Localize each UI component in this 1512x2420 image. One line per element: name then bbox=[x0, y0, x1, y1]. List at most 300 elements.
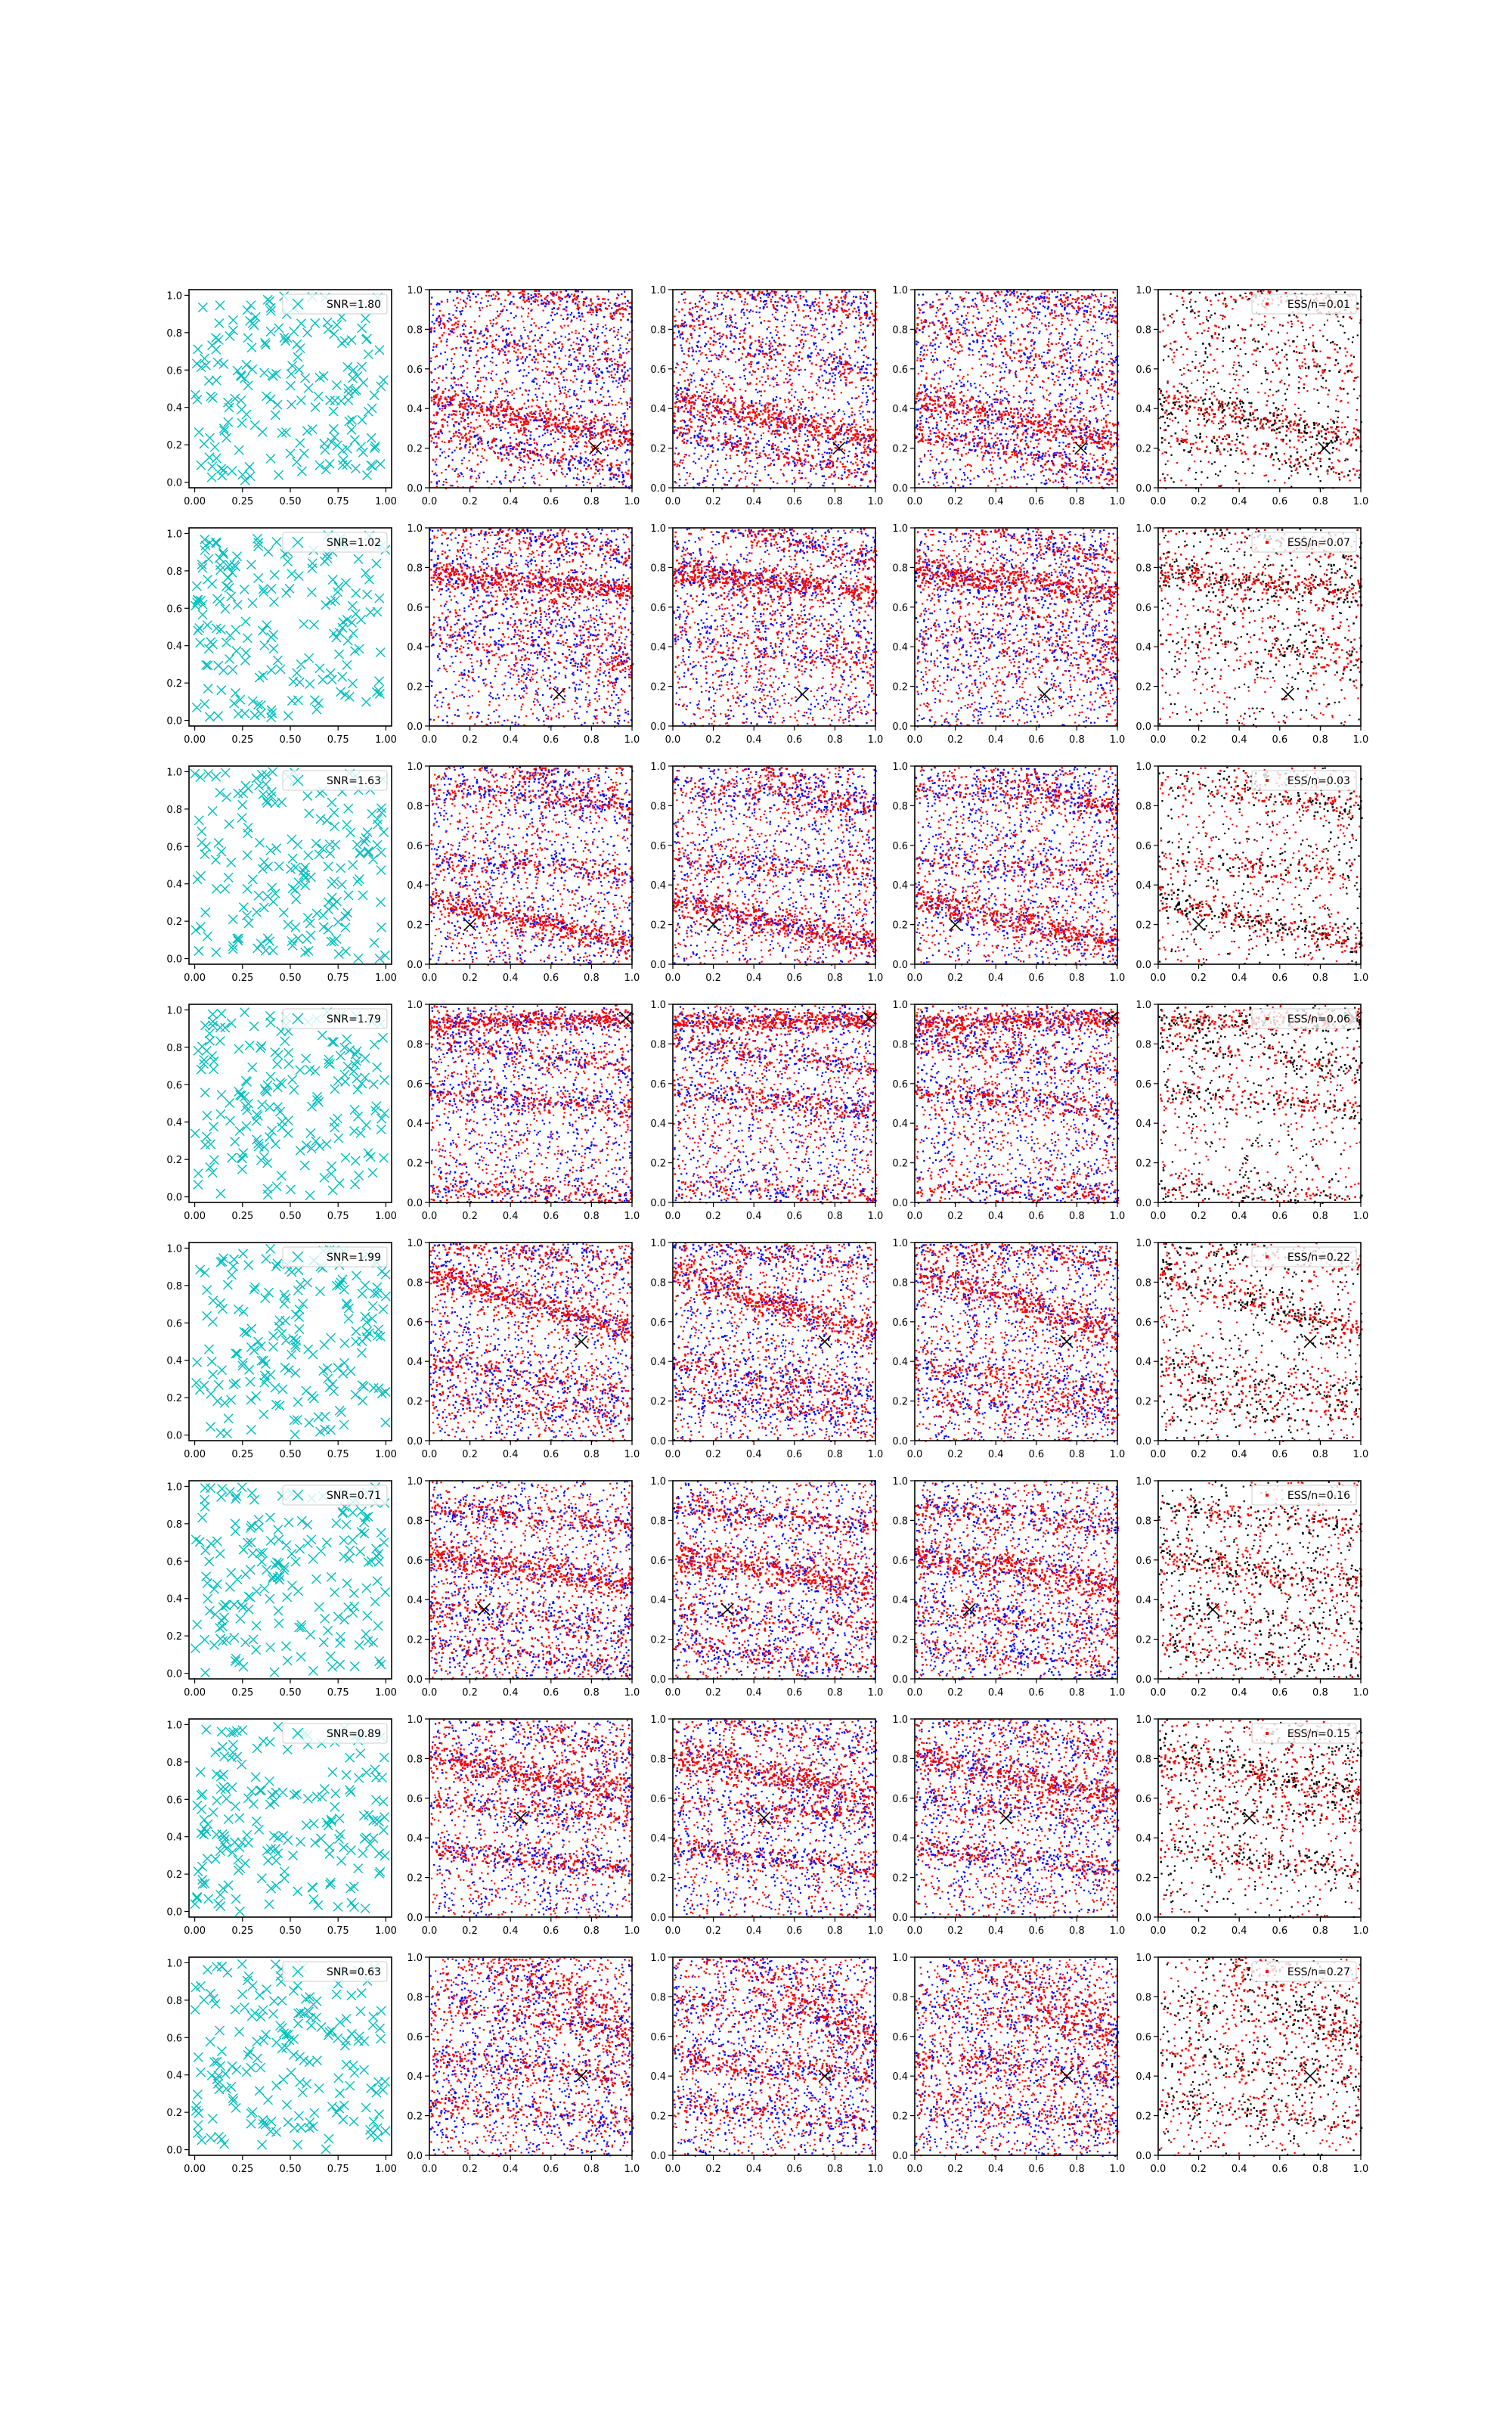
scatter-points bbox=[915, 290, 1119, 489]
x-tick-label: 0.2 bbox=[705, 734, 721, 746]
x-tick-label: 0.50 bbox=[279, 496, 302, 507]
y-tick-label: 0.6 bbox=[407, 1078, 423, 1091]
y-tick-label: 0.8 bbox=[1136, 1516, 1151, 1528]
x-tick-label: 0.8 bbox=[1069, 973, 1085, 984]
x-tick-label: 1.0 bbox=[624, 1925, 640, 1937]
legend-ess bbox=[1252, 771, 1356, 790]
x-tick-label: 0.6 bbox=[543, 2164, 559, 2175]
scatter-points bbox=[191, 531, 389, 722]
y-tick-label: 0.6 bbox=[650, 840, 666, 852]
x-tick-label: 0.2 bbox=[705, 2164, 721, 2175]
y-tick-label: 0.2 bbox=[1136, 1872, 1151, 1885]
x-tick-label: 0.2 bbox=[462, 1687, 478, 1699]
y-tick-label: 0.0 bbox=[650, 960, 666, 971]
x-tick-label: 0.50 bbox=[279, 1211, 302, 1222]
scatter-points bbox=[673, 528, 877, 727]
y-tick-label: 1.0 bbox=[892, 523, 908, 535]
y-tick-label: 0.0 bbox=[166, 1192, 182, 1204]
scatter-series-red bbox=[915, 1005, 1119, 1205]
scatter-points bbox=[429, 1957, 634, 2157]
scatter-points bbox=[673, 290, 877, 489]
y-tick-label: 1.0 bbox=[407, 1238, 423, 1249]
legend-snr bbox=[283, 1962, 387, 1981]
x-tick-label: 1.0 bbox=[624, 1211, 640, 1222]
y-tick-label: 1.0 bbox=[1136, 523, 1151, 535]
x-tick-label: 0.0 bbox=[665, 1211, 681, 1222]
x-tick-label: 0.4 bbox=[1231, 496, 1247, 507]
x-tick-label: 0.4 bbox=[502, 1449, 519, 1460]
panel-r1-c4 bbox=[892, 285, 1125, 507]
x-tick-label: 0.0 bbox=[1150, 1925, 1167, 1937]
panel-r3-c2 bbox=[407, 762, 640, 984]
target-marker bbox=[575, 1336, 587, 1348]
y-tick-label: 0.2 bbox=[407, 443, 423, 455]
y-tick-label: 0.4 bbox=[650, 404, 666, 416]
x-tick-label: 0.0 bbox=[1150, 734, 1167, 746]
legend-label: SNR=0.71 bbox=[327, 1490, 381, 1502]
y-tick-label: 1.0 bbox=[407, 1000, 423, 1011]
x-tick-label: 0.8 bbox=[1312, 973, 1328, 984]
legend-label: SNR=1.79 bbox=[327, 1013, 381, 1025]
y-tick-label: 1.0 bbox=[892, 1238, 908, 1249]
x-tick-label: 0.4 bbox=[987, 1449, 1004, 1460]
y-tick-label: 0.0 bbox=[892, 1674, 908, 1686]
scatter-series-red bbox=[1159, 1243, 1362, 1442]
y-tick-label: 0.4 bbox=[892, 1357, 908, 1369]
x-tick-label: 1.0 bbox=[867, 1211, 884, 1222]
scatter-x-markers bbox=[191, 1959, 390, 2154]
x-tick-label: 1.0 bbox=[1352, 1925, 1369, 1937]
x-tick-label: 0.8 bbox=[827, 496, 843, 507]
x-tick-label: 0.6 bbox=[786, 1449, 803, 1460]
y-tick-label: 0.2 bbox=[166, 2108, 182, 2120]
legend-label: ESS/n=0.15 bbox=[1287, 1728, 1350, 1740]
x-tick-label: 1.00 bbox=[374, 734, 397, 746]
x-tick-label: 0.6 bbox=[1272, 1211, 1288, 1222]
x-tick-label: 0.4 bbox=[745, 734, 762, 746]
x-tick-label: 0.4 bbox=[987, 1687, 1004, 1699]
x-tick-label: 1.0 bbox=[1109, 1449, 1126, 1460]
scatter-points bbox=[915, 1719, 1119, 1919]
scatter-series-red bbox=[1158, 290, 1362, 489]
y-tick-label: 1.0 bbox=[166, 1243, 182, 1255]
x-tick-label: 0.6 bbox=[1028, 973, 1045, 984]
x-tick-label: 0.0 bbox=[665, 734, 681, 746]
scatter-points bbox=[673, 1243, 877, 1442]
y-tick-label: 0.2 bbox=[166, 917, 182, 929]
scatter-x-markers bbox=[191, 292, 389, 485]
x-tick-label: 1.0 bbox=[867, 2164, 884, 2175]
y-tick-label: 0.8 bbox=[407, 1039, 423, 1051]
y-tick-label: 0.4 bbox=[407, 880, 423, 892]
y-tick-label: 0.0 bbox=[650, 1436, 666, 1447]
y-tick-label: 0.2 bbox=[407, 1396, 423, 1408]
panel-r4-c2 bbox=[407, 1000, 640, 1222]
y-tick-label: 0.6 bbox=[166, 603, 182, 616]
target-marker bbox=[1318, 442, 1331, 455]
panel-r3-c5 bbox=[1136, 762, 1368, 984]
y-tick-label: 0.8 bbox=[407, 1277, 423, 1289]
y-tick-label: 0.2 bbox=[166, 1393, 182, 1405]
x-tick-label: 0.00 bbox=[184, 1449, 206, 1460]
panel-r3-c3 bbox=[650, 762, 883, 984]
x-tick-label: 0.8 bbox=[584, 734, 600, 746]
x-tick-label: 0.6 bbox=[543, 496, 559, 507]
scatter-points bbox=[429, 1243, 634, 1442]
legend-label: SNR=1.63 bbox=[327, 775, 381, 787]
y-tick-label: 0.6 bbox=[892, 602, 908, 614]
y-tick-label: 1.0 bbox=[650, 762, 666, 773]
y-tick-label: 0.2 bbox=[166, 440, 182, 452]
y-tick-label: 0.0 bbox=[650, 483, 666, 495]
scatter-series-red bbox=[673, 1957, 877, 2156]
x-tick-label: 0.4 bbox=[502, 1211, 519, 1222]
scatter-points bbox=[1158, 1719, 1362, 1919]
x-tick-label: 0.00 bbox=[184, 734, 206, 746]
y-tick-label: 0.2 bbox=[650, 1872, 666, 1885]
y-tick-label: 0.8 bbox=[892, 1516, 908, 1528]
y-tick-label: 0.2 bbox=[1136, 443, 1151, 455]
y-tick-label: 0.6 bbox=[650, 2031, 666, 2043]
panel-r1-c3 bbox=[650, 285, 883, 507]
panel-r6-c4 bbox=[892, 1476, 1125, 1699]
scatter-series-red bbox=[430, 1719, 634, 1919]
panel-r4-c3 bbox=[650, 1000, 883, 1222]
scatter-points bbox=[915, 1481, 1119, 1680]
x-tick-label: 1.0 bbox=[1352, 1687, 1369, 1699]
y-tick-label: 1.0 bbox=[166, 1481, 182, 1494]
y-tick-label: 0.2 bbox=[1136, 1158, 1151, 1170]
y-tick-label: 0.8 bbox=[1136, 1754, 1151, 1766]
y-tick-label: 1.0 bbox=[1136, 1953, 1151, 1964]
scatter-series-red bbox=[673, 1719, 877, 1918]
y-tick-label: 0.4 bbox=[166, 1593, 182, 1606]
y-tick-label: 0.2 bbox=[1136, 920, 1151, 932]
legend-ess bbox=[1252, 532, 1356, 552]
y-tick-label: 0.2 bbox=[892, 443, 908, 455]
x-tick-label: 0.00 bbox=[184, 1925, 206, 1937]
y-tick-label: 1.0 bbox=[166, 1005, 182, 1017]
scatter-points bbox=[191, 1722, 389, 1916]
panel-r1-c2 bbox=[407, 285, 640, 507]
y-tick-label: 0.6 bbox=[650, 1793, 666, 1805]
y-tick-label: 0.2 bbox=[407, 1872, 423, 1885]
panel-r7-c4 bbox=[892, 1714, 1125, 1937]
x-tick-label: 0.8 bbox=[1069, 496, 1085, 507]
x-tick-label: 0.6 bbox=[543, 734, 559, 746]
x-tick-label: 0.6 bbox=[1272, 973, 1288, 984]
target-marker bbox=[797, 688, 809, 700]
panel-r5-c5 bbox=[1136, 1238, 1368, 1460]
x-tick-label: 0.75 bbox=[327, 496, 349, 507]
y-tick-label: 0.6 bbox=[407, 1317, 423, 1329]
y-tick-label: 0.6 bbox=[650, 1078, 666, 1091]
y-tick-label: 0.0 bbox=[166, 1668, 182, 1680]
y-tick-label: 0.0 bbox=[892, 483, 908, 495]
x-tick-label: 0.8 bbox=[1069, 1925, 1085, 1937]
x-tick-label: 1.00 bbox=[374, 496, 397, 507]
legend-dot-icon bbox=[1266, 541, 1269, 544]
x-tick-label: 0.2 bbox=[1191, 973, 1207, 984]
x-tick-label: 0.25 bbox=[231, 496, 254, 507]
y-tick-label: 0.4 bbox=[407, 404, 423, 416]
x-tick-label: 0.8 bbox=[1069, 1449, 1085, 1460]
panel-r5-c2 bbox=[407, 1238, 640, 1460]
x-tick-label: 0.0 bbox=[421, 496, 438, 507]
legend-dot-icon bbox=[1266, 1255, 1269, 1258]
y-tick-label: 0.4 bbox=[166, 1117, 182, 1129]
scatter-series-red bbox=[1158, 767, 1362, 965]
y-tick-label: 1.0 bbox=[1136, 285, 1151, 296]
scatter-points bbox=[429, 1481, 634, 1680]
x-tick-label: 0.0 bbox=[665, 973, 681, 984]
y-tick-label: 0.4 bbox=[1136, 404, 1151, 416]
x-tick-label: 0.6 bbox=[786, 973, 803, 984]
x-tick-label: 0.4 bbox=[1231, 1925, 1247, 1937]
target-marker bbox=[1282, 688, 1294, 700]
x-tick-label: 0.4 bbox=[745, 1925, 762, 1937]
y-tick-label: 0.8 bbox=[892, 563, 908, 575]
y-tick-label: 0.0 bbox=[407, 1913, 423, 1924]
y-tick-label: 0.8 bbox=[1136, 563, 1151, 575]
axes-frame bbox=[673, 528, 875, 726]
y-tick-label: 0.6 bbox=[407, 1555, 423, 1567]
scatter-points bbox=[673, 1481, 877, 1680]
target-marker bbox=[1304, 1336, 1316, 1348]
y-tick-label: 0.0 bbox=[650, 721, 666, 733]
y-tick-label: 0.8 bbox=[1136, 324, 1151, 337]
axes-frame bbox=[1158, 1957, 1361, 2155]
legend-dot-icon bbox=[1266, 779, 1269, 782]
scatter-points bbox=[192, 1244, 391, 1439]
x-tick-label: 0.75 bbox=[327, 1449, 349, 1460]
scatter-points bbox=[673, 1957, 877, 2157]
x-tick-label: 0.2 bbox=[947, 2164, 963, 2175]
scatter-points bbox=[915, 766, 1119, 966]
y-tick-label: 0.6 bbox=[1136, 840, 1151, 852]
panel-r8-c2 bbox=[407, 1953, 640, 2175]
x-tick-label: 0.0 bbox=[906, 1211, 923, 1222]
axes-frame bbox=[673, 1957, 875, 2155]
y-tick-label: 1.0 bbox=[892, 1714, 908, 1726]
y-tick-label: 0.6 bbox=[166, 365, 182, 377]
x-tick-label: 0.25 bbox=[231, 734, 254, 746]
x-tick-label: 0.6 bbox=[1028, 1211, 1045, 1222]
x-tick-label: 0.0 bbox=[421, 1687, 438, 1699]
x-tick-label: 0.8 bbox=[827, 734, 843, 746]
panel-r5-c4 bbox=[892, 1238, 1125, 1460]
x-tick-label: 1.0 bbox=[1109, 1211, 1126, 1222]
y-tick-label: 0.0 bbox=[1136, 1198, 1151, 1209]
y-tick-label: 0.4 bbox=[650, 1595, 666, 1607]
y-tick-label: 0.2 bbox=[166, 1869, 182, 1882]
y-tick-label: 1.0 bbox=[892, 1953, 908, 1964]
x-tick-label: 1.00 bbox=[374, 1211, 397, 1222]
x-tick-label: 0.0 bbox=[906, 496, 923, 507]
legend-ess bbox=[1252, 1485, 1356, 1505]
scatter-points bbox=[1158, 767, 1363, 966]
panel-r6-c5 bbox=[1136, 1476, 1368, 1699]
x-tick-label: 0.6 bbox=[543, 1211, 559, 1222]
x-tick-label: 0.8 bbox=[584, 1211, 600, 1222]
y-tick-label: 0.0 bbox=[1136, 1436, 1151, 1447]
x-tick-label: 0.2 bbox=[462, 1449, 478, 1460]
x-tick-label: 0.0 bbox=[906, 734, 923, 746]
x-tick-label: 0.8 bbox=[1069, 1211, 1085, 1222]
x-tick-label: 0.25 bbox=[231, 1449, 254, 1460]
x-tick-label: 0.8 bbox=[1312, 496, 1328, 507]
x-tick-label: 1.0 bbox=[1109, 973, 1126, 984]
target-marker bbox=[819, 2070, 831, 2082]
y-tick-label: 0.8 bbox=[166, 1280, 182, 1292]
x-tick-label: 1.0 bbox=[867, 496, 884, 507]
y-tick-label: 1.0 bbox=[1136, 1476, 1151, 1488]
scatter-points bbox=[915, 528, 1119, 728]
scatter-points bbox=[191, 768, 390, 963]
x-tick-label: 0.4 bbox=[745, 1449, 762, 1460]
x-tick-label: 0.75 bbox=[327, 1211, 349, 1222]
y-tick-label: 1.0 bbox=[892, 285, 908, 296]
x-tick-label: 0.2 bbox=[462, 734, 478, 746]
y-tick-label: 0.0 bbox=[1136, 721, 1151, 733]
panel-r4-c1 bbox=[166, 1004, 397, 1222]
target-marker bbox=[1061, 2070, 1073, 2082]
y-tick-label: 0.4 bbox=[407, 2071, 423, 2083]
target-marker bbox=[708, 919, 720, 931]
x-tick-label: 0.6 bbox=[786, 2164, 803, 2175]
x-tick-label: 1.0 bbox=[867, 973, 884, 984]
scatter-points bbox=[429, 290, 634, 489]
x-tick-label: 0.0 bbox=[421, 734, 438, 746]
panel-r6-c2 bbox=[407, 1476, 640, 1699]
y-tick-label: 0.2 bbox=[892, 1158, 908, 1170]
scatter-series-red bbox=[673, 1004, 877, 1204]
x-tick-label: 0.4 bbox=[745, 1211, 762, 1222]
y-tick-label: 0.8 bbox=[166, 1042, 182, 1054]
x-tick-label: 1.0 bbox=[1352, 1449, 1369, 1460]
panel-r2-c5 bbox=[1136, 523, 1368, 746]
y-tick-label: 0.6 bbox=[650, 602, 666, 614]
x-tick-label: 1.0 bbox=[624, 973, 640, 984]
x-tick-label: 0.6 bbox=[1028, 734, 1045, 746]
x-tick-label: 0.6 bbox=[1272, 2164, 1288, 2175]
y-tick-label: 0.6 bbox=[1136, 1793, 1151, 1805]
y-tick-label: 0.0 bbox=[1136, 1913, 1151, 1924]
y-tick-label: 0.0 bbox=[650, 2151, 666, 2162]
x-tick-label: 0.6 bbox=[786, 1925, 803, 1937]
y-tick-label: 0.0 bbox=[892, 1913, 908, 1924]
scatter-x-markers bbox=[191, 531, 389, 722]
x-tick-label: 0.0 bbox=[421, 973, 438, 984]
scatter-x-markers bbox=[191, 1483, 390, 1677]
legend-dot-icon bbox=[1266, 1970, 1269, 1973]
y-tick-label: 0.6 bbox=[166, 1080, 182, 1092]
x-tick-label: 0.4 bbox=[502, 973, 519, 984]
y-tick-label: 0.0 bbox=[407, 721, 423, 733]
y-tick-label: 0.4 bbox=[650, 642, 666, 654]
x-tick-label: 0.25 bbox=[231, 2164, 254, 2175]
x-tick-label: 0.2 bbox=[705, 496, 721, 507]
y-tick-label: 0.6 bbox=[407, 602, 423, 614]
x-tick-label: 0.2 bbox=[1191, 1925, 1207, 1937]
x-tick-label: 0.50 bbox=[279, 2164, 302, 2175]
y-tick-label: 0.4 bbox=[892, 1833, 908, 1845]
y-tick-label: 0.8 bbox=[166, 566, 182, 578]
x-tick-label: 0.4 bbox=[1231, 1211, 1247, 1222]
x-tick-label: 0.8 bbox=[1312, 1211, 1328, 1222]
y-tick-label: 0.0 bbox=[892, 2151, 908, 2162]
x-tick-label: 0.8 bbox=[827, 1211, 843, 1222]
y-tick-label: 0.0 bbox=[407, 960, 423, 971]
scatter-points bbox=[1158, 528, 1362, 728]
axes-frame bbox=[189, 766, 392, 964]
x-tick-label: 0.6 bbox=[1028, 1449, 1045, 1460]
scatter-series-red bbox=[1158, 529, 1362, 728]
x-tick-label: 1.00 bbox=[374, 2164, 397, 2175]
legend-label: SNR=1.02 bbox=[327, 537, 381, 549]
scatter-points bbox=[915, 1243, 1119, 1442]
scatter-points bbox=[1158, 290, 1362, 489]
legend-label: SNR=1.99 bbox=[327, 1252, 381, 1264]
y-tick-label: 0.2 bbox=[407, 1158, 423, 1170]
y-tick-label: 0.0 bbox=[407, 2151, 423, 2162]
scatter-points bbox=[191, 1483, 390, 1677]
y-tick-label: 0.4 bbox=[166, 1355, 182, 1367]
y-tick-label: 0.0 bbox=[892, 721, 908, 733]
x-tick-label: 0.00 bbox=[184, 2164, 206, 2175]
y-tick-label: 0.8 bbox=[650, 1992, 666, 2004]
y-tick-label: 0.2 bbox=[650, 920, 666, 932]
x-tick-label: 0.8 bbox=[827, 973, 843, 984]
legend-snr bbox=[283, 771, 387, 790]
scatter-series-blue bbox=[673, 1243, 877, 1442]
x-tick-label: 1.0 bbox=[1352, 1211, 1369, 1222]
x-tick-label: 0.75 bbox=[327, 1687, 349, 1699]
y-tick-label: 0.2 bbox=[1136, 1396, 1151, 1408]
y-tick-label: 0.4 bbox=[166, 2070, 182, 2082]
y-tick-label: 0.4 bbox=[407, 642, 423, 654]
scatter-x-markers bbox=[191, 768, 390, 963]
legend-ess bbox=[1252, 294, 1356, 314]
scatter-series-red bbox=[429, 1243, 634, 1442]
x-tick-label: 0.8 bbox=[584, 496, 600, 507]
x-tick-label: 0.2 bbox=[462, 2164, 478, 2175]
y-tick-label: 0.8 bbox=[892, 1754, 908, 1766]
x-tick-label: 0.4 bbox=[502, 1687, 519, 1699]
y-tick-label: 0.6 bbox=[892, 840, 908, 852]
y-tick-label: 0.2 bbox=[650, 1634, 666, 1646]
legend-label: SNR=1.80 bbox=[327, 299, 381, 311]
x-tick-label: 0.0 bbox=[1150, 1211, 1167, 1222]
legend-snr bbox=[283, 294, 387, 314]
y-tick-label: 0.6 bbox=[892, 1555, 908, 1567]
axes-frame bbox=[1158, 1004, 1361, 1202]
y-tick-label: 0.6 bbox=[166, 1318, 182, 1330]
y-tick-label: 1.0 bbox=[407, 523, 423, 535]
y-tick-label: 0.4 bbox=[892, 880, 908, 892]
x-tick-label: 0.50 bbox=[279, 973, 302, 984]
x-tick-label: 0.2 bbox=[947, 1211, 963, 1222]
x-tick-label: 0.0 bbox=[1150, 973, 1167, 984]
scatter-points bbox=[1158, 1004, 1362, 1204]
y-tick-label: 0.2 bbox=[650, 2111, 666, 2123]
x-tick-label: 1.00 bbox=[374, 1449, 397, 1460]
panel-r8-c5 bbox=[1136, 1953, 1368, 2175]
y-tick-label: 0.8 bbox=[1136, 1277, 1151, 1289]
x-tick-label: 0.8 bbox=[584, 1687, 600, 1699]
x-tick-label: 0.0 bbox=[665, 1449, 681, 1460]
panel-r7-c3 bbox=[650, 1714, 883, 1937]
